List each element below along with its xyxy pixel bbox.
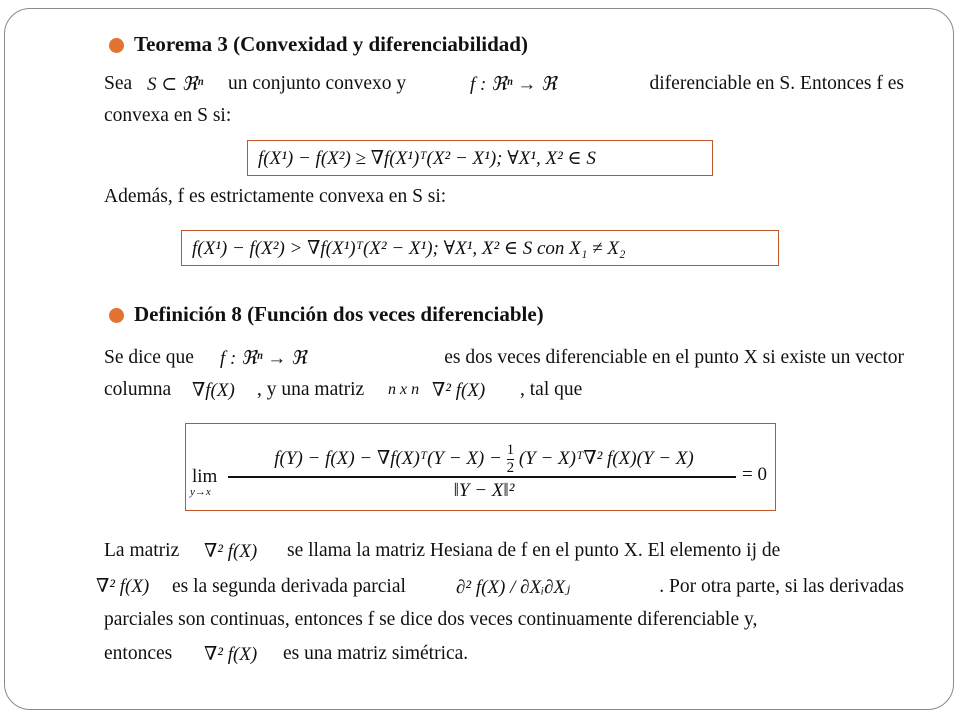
theorem-end: diferenciable en S. Entonces f es [649, 73, 904, 94]
definition-heading: Definición 8 (Función dos veces diferenciable) [134, 302, 544, 326]
limit-denominator: ‖Y − X‖² [453, 480, 515, 501]
bullet-theorem [109, 38, 124, 53]
formula-convexity: f(X¹) − f(X²) ≥ ∇f(X¹)ᵀ(X² − X¹); ∀X¹, X² ∈ S [258, 148, 596, 169]
one-half-fraction [507, 442, 515, 477]
nxn-math: n x n [388, 381, 420, 398]
second-derivative-math: ∂² f(X) / ∂Xᵢ∂Xⱼ [456, 577, 571, 598]
para1-end: se llama la matriz Hesiana de f en el punto X. El elemento ij de [287, 540, 781, 561]
formula-box-1 [247, 140, 713, 176]
definition-start: Se dice que [104, 347, 194, 368]
para3: parciales son continuas, entonces f se dice dos veces continuamente diferenciable y, [104, 609, 758, 630]
hessian-math-2: ∇² f(X) [204, 541, 258, 562]
equals-zero: = 0 [742, 464, 767, 485]
fraction-line [228, 476, 736, 478]
definition-matrix-text: , y una matriz [257, 379, 365, 400]
limit-numerator [234, 442, 734, 477]
definition-function-math: f : ℜⁿ → ℜ [220, 348, 307, 369]
hessian-math-1: ∇² f(X) [432, 380, 486, 401]
lim-symbol: lim [192, 466, 218, 487]
set-math: S ⊂ ℜⁿ [147, 74, 204, 95]
half-numerator: 1 [506, 442, 515, 458]
definition-columna: columna [104, 379, 172, 400]
formula-strict-convexity: f(X¹) − f(X²) > ∇f(X¹)ᵀ(X² − X¹); ∀X¹, X² ∈ S con X₁ ≠ X₂ [192, 238, 626, 259]
definition-line1-end: es dos veces diferenciable en el punto X si existe un vector [444, 347, 904, 368]
formula-box-2 [181, 230, 779, 266]
definition-tal-que: , tal que [520, 379, 583, 400]
para2-mid: es la segunda derivada parcial [172, 576, 406, 597]
para2-end: . Por otra parte, si las derivadas [659, 576, 904, 597]
bullet-definition [109, 308, 124, 323]
theorem-mid: un conjunto convexo y [228, 73, 407, 94]
para4-end: es una matriz simétrica. [283, 643, 469, 664]
para4-start: entonces [104, 643, 173, 664]
formula-box-limit [185, 423, 776, 511]
hessian-math-3: ∇² f(X) [96, 576, 150, 597]
theorem-line2: convexa en S si: [104, 105, 232, 126]
theorem-sea: Sea [104, 73, 133, 94]
half-denominator: 2 [506, 460, 515, 476]
theorem-heading: Teorema 3 (Convexidad y diferenciabilidad) [134, 32, 528, 56]
theorem-ademas: Además, f es estrictamente convexa en S si: [104, 186, 447, 207]
para1-start: La matriz [104, 540, 180, 561]
numerator-part-b: (Y − X)ᵀ∇² f(X)(Y − X) [518, 447, 694, 469]
numerator-part-a: f(Y) − f(X) − ∇f(X)ᵀ(Y − X) − [274, 447, 502, 469]
lim-subscript: y→x [190, 486, 211, 498]
function-math: f : ℜⁿ → ℜ [470, 74, 557, 95]
gradient-math: ∇f(X) [192, 380, 235, 401]
hessian-math-4: ∇² f(X) [204, 644, 258, 665]
